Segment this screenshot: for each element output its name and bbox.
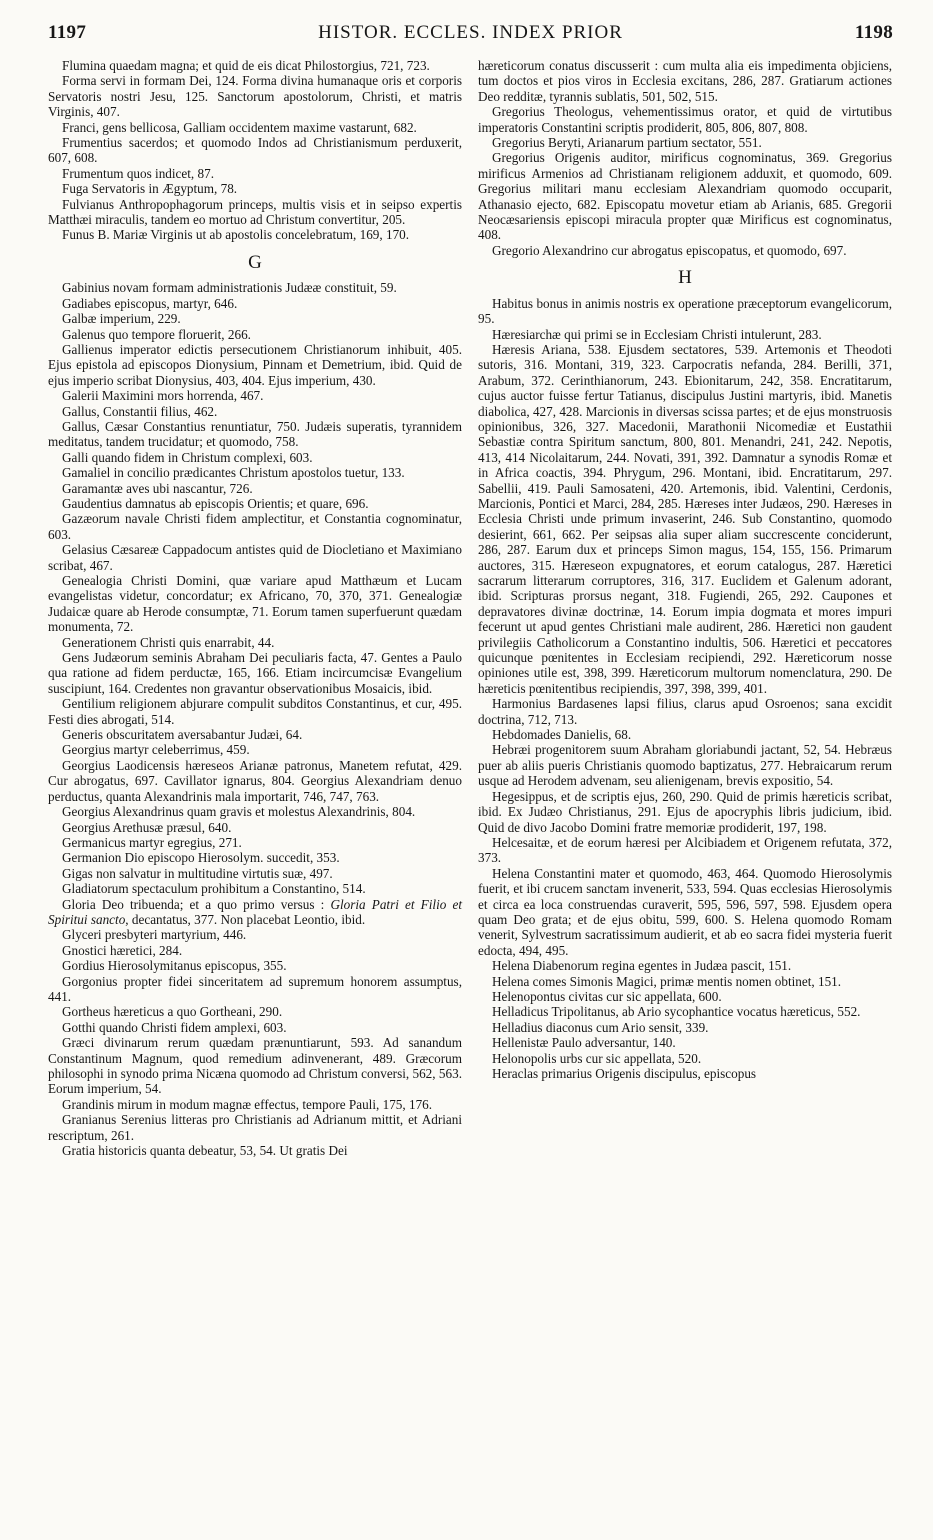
index-entry: Helladius diaconus cum Ario sensit, 339. xyxy=(492,1019,709,1035)
index-entry: Genealogia Christi Domini, quæ variare apud Matthæum et Lucam evangelistas videtur, concordatur; ex Africano, 70, 370, 371. Genealogiæ Judaicæ quare ab Herode consumptæ, 71. Eorum tamen superfuerunt quædam monumenta, 72. xyxy=(48,573,462,635)
right-column xyxy=(478,58,892,1158)
index-entry: Gregorius Beryti, Arianarum partium sectator, 551. xyxy=(492,135,762,151)
index-entry: Gadiabes episcopus, martyr, 646. xyxy=(62,295,238,311)
index-entry: Georgius Alexandrinus quam gravis et molestus Alexandrinis, 804. xyxy=(62,804,416,820)
index-entry: Gregorius Theologus, vehementissimus orator, et quid de virtutibus imperatoris Constantini scriptis prodiderit, 805, 806, 807, 808. xyxy=(478,104,892,135)
index-entry: Gallus, Constantii filius, 462. xyxy=(62,403,218,419)
page-number-right: 1198 xyxy=(854,22,893,43)
running-header xyxy=(48,22,893,44)
index-entry: Helena Constantini mater et quomodo, 463, 464. Quomodo Hierosolymis fuerit, et ibi crucem sanctam invenerit, 533, 594. Quas ecclesias Hierosolymis et circa ea loca construendas curaverit, 595, 596, 597, 598. Ejusdem opera quam Deo grata; et de ejus obitu, 599, 600. S. Helena quomodo Romam venerit, Sylvestrum sacratissimum audierit, et ab eo sacra fidei mysteria fuerit edocta, 494, 495. xyxy=(478,865,892,958)
index-entry: Gallus, Cæsar Constantius renuntiatur, 750. Judæis superatis, tyrannidem meditatus, tandem trucidatur; et quomodo, 758. xyxy=(48,418,462,450)
index-entry: Gortheus hæreticus a quo Gortheani, 290. xyxy=(62,1004,283,1020)
index-entry-gloria xyxy=(48,897,462,928)
index-entry: Helladicus Tripolitanus, ab Ario sycophantice vocatus hæreticus, 552. xyxy=(492,1004,861,1020)
index-entry: Galenus quo tempore floruerit, 266. xyxy=(62,326,251,342)
index-entry: Georgius Laodicensis hæreseos Arianæ patronus, Manetem refutat, 429. Cur abrogatus, 697. Cavillator ignarus, 804. Georgius Alexandriam denuo perductus, quanta Alexandrinis mala importarit, 746, 747, 763. xyxy=(48,757,462,804)
index-entry: Hæresis Ariana, 538. Ejusdem sectatores, 539. Artemonis et Theodoti sutoris, 316. Montani, 319, 323. Carpocratis nefanda, 284. Berilli, 371, Arabum, 372. Cerinthianorum, 243. Ebionitarum, 242, 358. Encratitarum, cujus auctor fuisse fertur Tatianus, discipulus Justini martyris, ibid. Manetis diabolica, 427, 428. Marcionis in diversas scissa partes; et de ejus monstruosis opinionibus, 326, 327. Macedonii, Marathonii Nicomediæ et Eustathii Sebastiæ contra Spiritum sanctum, 800, 801. Menandri, 241, 242. Nepotis, 413, 414 Nicolaitarum, 244. Novati, 391, 392. Damnatur a synodis Romæ et in Africa coactis, 394. Phrygum, 296. Montani, ibid. Encratitarum, 297. Sabellii, 419. Pauli Samosateni, 420. Artemonis, ibid. Valentini, Cerdonis, Marcionis, Pontici et Marci, 284, 285. Hæreses inter Judæos, 290. Hæreses in Ecclesia Christi unde primum invaserint, 246. Sub Constantino, quomodo desierint, 661, 662. Per seipsas alia super aliam succrescente conciderunt, 286, 287. Earum dux et princeps Simon magus, 154, 155, 156. Primarum auctores, 315. Hæreseon expugnatores, et eorum catalogus, 287. Hæretici sacrarum litterarum corruptores, 316, 317. Euclidem et Galenum adorant, ibid. Scripturas prorsus negant, 318. Fugiendi, 265, 292. Caupones et depravatores divinæ doctrinæ, 14. Eorum impia dogmata et mores impuri fecerunt ut apud gentes Christiani male audirent, 286. Hæretici non gaudent privilegiis Catholicorum a Constantino indultis, 506. Hæretici et peccatores quicunque pœnitentes in Ecclesiam recipiendi, 292. Hæreticorum nosse opiniones utile est, 398, 399. Hæreticorum multorum nomenclatura, 290. De hæreticis pœnitentibus recipiendis, 397, 398, 399, 401. xyxy=(478,341,892,696)
section-letter-g: G xyxy=(248,251,262,273)
index-entry: Glyceri presbyteri martyrium, 446. xyxy=(62,927,247,943)
index-entry: Funus B. Mariæ Virginis ut ab apostolis concelebratum, 169, 170. xyxy=(62,227,410,243)
index-entry: Harmonius Bardasenes lapsi filius, clarus apud Osroenos; sana excidit doctrina, 712, 713. xyxy=(478,696,892,727)
index-entry: Gorgonius propter fidei sinceritatem ad supremum honorem assumptus, 441. xyxy=(48,973,462,1004)
index-entry: Galli quando fidem in Christum complexi, 603. xyxy=(62,449,313,465)
index-entry: Gallienus imperator edictis persecutionem Christianorum inhibuit, 405. Ejus epistola ad episcopos Dionysium, Pinnam et Demetrium, ibid. Quid de ejus imperio scribat Dionysius, 403, 404. Ejus imperium, 430. xyxy=(48,341,462,388)
index-entry: Gentilium religionem abjurare compulit subditos Constantinus, et cur, 495. Festi dies abrogati, 514. xyxy=(48,696,462,727)
index-entry: Granianus Serenius litteras pro Christianis ad Adrianum mittit, et Adriani rescriptum, 261. xyxy=(48,1112,462,1143)
index-entry: Grandinis mirum in modum magnæ effectus, tempore Pauli, 175, 176. xyxy=(62,1096,433,1112)
index-entry: Gregorio Alexandrino cur abrogatus episcopatus, et quomodo, 697. xyxy=(492,242,847,258)
index-entry: Generis obscuritatem aversabantur Judæi, 64. xyxy=(62,727,303,743)
entry-text: , decantatus, 377. Non placebat Leontio, ibid. xyxy=(125,911,366,927)
entry-text: Gloria Deo tribuenda; et a quo primo versus : xyxy=(62,896,331,912)
index-entry: Hebræi progenitorem suum Abraham gloriabundi jactant, 52, 54. Hebræus puer ab aliis pueris Christianis quomodo baptizatus, 277. Hebraicarum rerum usque ad Herodem advenam, seu alienigenam, brevis expositio, 54. xyxy=(478,742,892,789)
index-entry: Gazæorum navale Christi fidem amplectitur, et Constantia cognominatur, 603. xyxy=(48,511,462,542)
left-column xyxy=(48,58,462,1158)
index-entry: Habitus bonus in animis nostris ex operatione præceptorum evangelicorum, 95. xyxy=(478,295,892,327)
index-entry: Fuga Servatoris in Ægyptum, 78. xyxy=(62,181,238,197)
index-entry: Græci divinarum rerum quædam prænuntiarunt, 593. Ad sanandum Constantinum Magnum, quod remedium adinvenerant, 489. Græcorum philosophi in synodo prima Nicæna quomodo ad Christum conversi, 562, 563. Eorum imperium, 54. xyxy=(48,1035,462,1097)
index-entry: Frumentum quos indicet, 87. xyxy=(62,165,215,181)
index-entry: Helena Diabenorum regina egentes in Judæa pascit, 151. xyxy=(492,958,792,974)
index-entry: Gaudentius damnatus ab episcopis Orientis; et quare, 696. xyxy=(62,495,369,511)
index-entry: Gladiatorum spectaculum prohibitum a Constantino, 514. xyxy=(62,881,366,897)
index-entry: Galbæ imperium, 229. xyxy=(62,311,181,327)
index-entry: Gratia historicis quanta debeatur, 53, 54. Ut gratis Dei xyxy=(62,1143,348,1159)
index-entry: Hebdomades Danielis, 68. xyxy=(492,727,632,743)
index-entry: Gordius Hierosolymitanus episcopus, 355. xyxy=(62,958,287,974)
index-entry: Frumentius sacerdos; et quomodo Indos ad Christianismum perduxerit, 607, 608. xyxy=(48,135,462,166)
index-entry: Franci, gens bellicosa, Galliam occidentem maxime vastarunt, 682. xyxy=(62,119,417,135)
index-entry: Gelasius Cæsareæ Cappadocum antistes quid de Diocletiano et Maximiano scribat, 467. xyxy=(48,542,462,573)
index-entry: Helcesaitæ, et de eorum hæresi per Alcibiadem et Origenem refutata, 372, 373. xyxy=(478,834,892,866)
page-number-left: 1197 xyxy=(48,22,87,43)
index-entry: Garamantæ aves ubi nascantur, 726. xyxy=(62,480,253,496)
index-entry: Gens Judæorum seminis Abraham Dei peculiaris facta, 47. Gentes a Paulo qua ratione ad fidem perductæ, 165, 166. Etiam incircumcisæ Evangelium suscipiunt, 164. Credentes non gravantur observationibus Mosaicis, ibid. xyxy=(48,650,462,696)
index-entry: Hellenistæ Paulo adversantur, 140. xyxy=(492,1035,676,1051)
index-columns xyxy=(48,58,893,1158)
index-entry: Gabinius novam formam administrationis Judææ constituit, 59. xyxy=(62,280,397,296)
index-entry: Gregorius Origenis auditor, mirificus cognominatus, 369. Gregorius mirificus Armenios ad Christianam religionem adduxit, et quomodo, 609. Gregorius militari manu ecclesiam Alexandriam quomodo occuparit, Athanasio ejecto, 682. Episcopatu movetur etiam ab Arianis, 685. Gregorii Neocæsariensis episcopi miracula propter quæ Mirificus est cognominatus, 408. xyxy=(478,150,892,243)
index-entry: Galerii Maximini mors horrenda, 467. xyxy=(62,388,264,404)
index-entry: Gamaliel in concilio prædicantes Christum apostolos tuetur, 133. xyxy=(62,465,405,481)
index-entry: Hæresiarchæ qui primi se in Ecclesiam Christi intulerunt, 283. xyxy=(492,326,822,342)
index-entry: Fulvianus Anthropophagorum princeps, multis visis et in seipso expertis Matthæi miraculis, tandem eo mortuo ad Christum convertitur, 205. xyxy=(48,196,462,228)
index-entry: Hegesippus, et de scriptis ejus, 260, 290. Quid de primis hæreticis scribat, ibid. Ex Judæo Christianus, 291. Ejus de apocryphis libris judicium, ibid. Quid de divo Jacobo Domini fratre memoriæ prodiderit, 197, 198. xyxy=(478,788,892,835)
index-entry: Helonopolis urbs cur sic appellata, 520. xyxy=(492,1050,702,1066)
index-entry: Gigas non salvatur in multitudine virtutis suæ, 497. xyxy=(62,865,333,881)
index-entry: Generationem Christi quis enarrabit, 44. xyxy=(62,634,275,650)
index-entry-continued: hæreticorum conatus discusserit : cum multa alia eis impedimenta objiciens, tum doctos et pios viros in Ecclesia excitans, 286, 287. Gratiarum actiones Deo redditæ, tyrannis sublatis, 501, 502, 515. xyxy=(478,58,892,104)
index-entry: Flumina quaedam magna; et quid de eis dicat Philostorgius, 721, 723. xyxy=(62,58,430,73)
index-entry: Heraclas primarius Origenis discipulus, episcopus xyxy=(492,1066,757,1081)
entry-italic-quote: Gloria Patri et Filio et Spiritui sancto xyxy=(48,896,462,927)
index-entry: Forma servi in formam Dei, 124. Forma divina humanaque oris et corporis Servatoris nostri Jesu, 125. Sanctorum apostolorum, Christi, et matris Virginis, 407. xyxy=(48,73,462,120)
index-entry: Gotthi quando Christi fidem amplexi, 603. xyxy=(62,1019,287,1035)
index-entry: Helenopontus civitas cur sic appellata, 600. xyxy=(492,988,722,1004)
index-entry: Gnostici hæretici, 284. xyxy=(62,942,183,958)
index-entry: Georgius martyr celeberrimus, 459. xyxy=(62,742,250,758)
index-entry: Georgius Arethusæ præsul, 640. xyxy=(62,819,232,835)
section-letter-h: H xyxy=(678,267,692,289)
index-entry: Helena comes Simonis Magici, primæ mentis nomen obtinet, 151. xyxy=(492,973,842,989)
index-entry: Germanicus martyr egregius, 271. xyxy=(62,834,242,850)
running-title: HISTOR. ECCLES. INDEX PRIOR xyxy=(318,22,623,43)
index-entry: Germanion Dio episcopo Hierosolym. succedit, 353. xyxy=(62,850,340,866)
